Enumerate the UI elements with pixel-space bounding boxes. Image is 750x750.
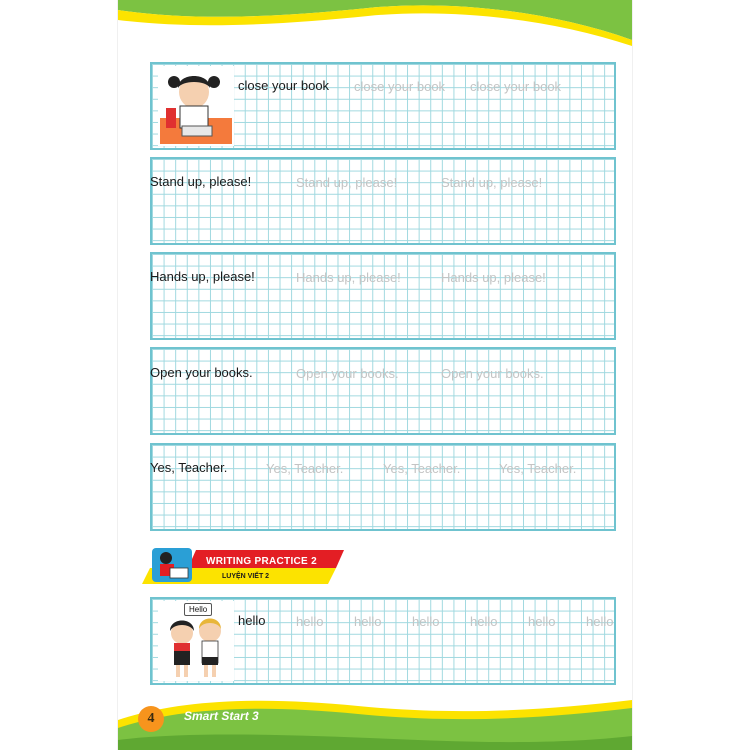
- hello-speech-bubble: Hello: [184, 603, 212, 616]
- trace-phrase-1a: close your book: [354, 79, 446, 94]
- trace-phrase-5b: Yes, Teacher.: [383, 461, 461, 476]
- trace-hello-4: hello: [470, 614, 498, 629]
- trace-phrase-1b: close your book: [470, 79, 562, 94]
- trace-phrase-5a: Yes, Teacher.: [266, 461, 344, 476]
- writing-grid-2: [150, 157, 616, 245]
- trace-hello-2: hello: [354, 614, 382, 629]
- trace-phrase-5c: Yes, Teacher.: [499, 461, 577, 476]
- series-brand: Smart Start 3: [184, 709, 259, 723]
- section-title: WRITING PRACTICE 2: [206, 556, 317, 567]
- page-number: 4: [138, 706, 164, 732]
- trace-phrase-2b: Stand up, please!: [441, 175, 543, 190]
- top-wave-decoration: [118, 0, 632, 48]
- trace-hello-6: hello: [586, 614, 614, 629]
- model-phrase-3: Hands up, please!: [150, 269, 255, 284]
- trace-phrase-4b: Open your books.: [441, 366, 544, 381]
- writing-grid-3: [150, 252, 616, 340]
- trace-hello-3: hello: [412, 614, 440, 629]
- trace-phrase-3b: Hands up, please!: [441, 270, 546, 285]
- model-phrase-1: close your book: [238, 78, 330, 93]
- trace-phrase-2a: Stand up, please!: [296, 175, 398, 190]
- trace-hello-5: hello: [528, 614, 556, 629]
- trace-hello-1: hello: [296, 614, 324, 629]
- model-word-hello: hello: [238, 613, 266, 628]
- model-phrase-4: Open your books.: [150, 365, 253, 380]
- model-phrase-5: Yes, Teacher.: [150, 460, 228, 475]
- trace-phrase-3a: Hands up, please!: [296, 270, 401, 285]
- writing-grid-5: [150, 443, 616, 531]
- section-subtitle: LUYỆN VIẾT 2: [222, 573, 270, 580]
- workbook-page: [118, 0, 632, 750]
- model-phrase-2: Stand up, please!: [150, 174, 252, 189]
- writing-grid-4: [150, 347, 616, 435]
- trace-phrase-4a: Open your books.: [296, 366, 399, 381]
- girl-reading-illustration: [158, 66, 234, 146]
